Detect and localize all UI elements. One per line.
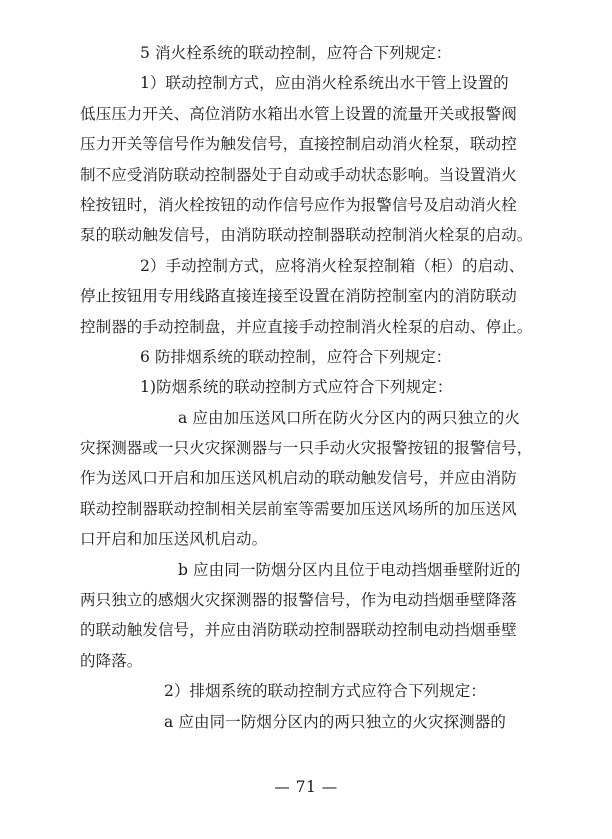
clause-5-item-1-line: 栓按钮时，消火栓按钮的动作信号应作为报警信号及启动消火栓	[80, 195, 517, 214]
page-number: — 71 —	[274, 778, 338, 796]
clause-5-item-2-line: 停止按钮用专用线路直接连接至设置在消防控制室内的消防联动	[80, 287, 517, 306]
clause-6-heading: 6 防排烟系统的联动控制，应符合下列规定：	[140, 347, 452, 366]
clause-5-heading: 5 消火栓系统的联动控制，应符合下列规定：	[140, 44, 452, 62]
clause-5-item-1-line: 泵的联动触发信号，由消防联动控制器联动控制消火栓泵的启动。	[80, 226, 533, 245]
clause-6-item-1-heading: 1)防烟系统的联动控制方式应符合下列规定：	[140, 378, 453, 397]
clause-6-item-1b-line: b 应由同一防烟分区内且位于电动挡烟垂壁附近的	[178, 560, 521, 579]
clause-5-item-1-line: 1）联动控制方式，应由消火栓系统出水干管上设置的	[140, 74, 509, 93]
clause-5-item-2-line: 2）手动控制方式，应将消火栓泵控制箱（柜）的启动、	[140, 256, 525, 275]
clause-5-item-1-line: 制不应受消防联动控制器处于自动或手动状态影响。当设置消火	[80, 165, 517, 184]
clause-6-item-2-heading: 2）排烟系统的联动控制方式应符合下列规定：	[164, 682, 486, 701]
clause-6-item-1a-line: 作为送风口开启和加压送风机启动的联动触发信号，并应由消防	[80, 469, 517, 488]
clause-6-item-1a-line: 联动控制器联动控制相关层前室等需要加压送风场所的加压送风	[80, 499, 517, 518]
clause-6-item-1a-line: 灾探测器或一只火灾探测器与一只手动火灾报警按钮的报警信号，	[80, 439, 533, 458]
clause-6-item-1b-line: 的降落。	[80, 651, 143, 670]
clause-6-item-2a-line: a 应由同一防烟分区内的两只独立的火灾探测器的	[164, 712, 506, 731]
clause-5-item-1-line: 压力开关等信号作为触发信号，直接控制启动消火栓泵，联动控	[80, 135, 517, 154]
clause-5-item-1-line: 低压压力开关、高位消防水箱出水管上设置的流量开关或报警阀	[80, 104, 517, 123]
clause-6-item-1b-line: 的联动触发信号，并应由消防联动控制器联动控制电动挡烟垂壁	[80, 621, 517, 640]
clause-6-item-1a-line: a 应由加压送风口所在防火分区内的两只独立的火	[178, 408, 520, 427]
document-body	[80, 38, 536, 737]
clause-5-item-2-line: 控制器的手动控制盘，并应直接手动控制消火栓泵的启动、停止。	[80, 317, 533, 336]
clause-6-item-1a-line: 口开启和加压送风机启动。	[80, 530, 268, 549]
clause-6-item-1b-line: 两只独立的感烟火灾探测器的报警信号，作为电动挡烟垂壁降落	[80, 591, 517, 610]
